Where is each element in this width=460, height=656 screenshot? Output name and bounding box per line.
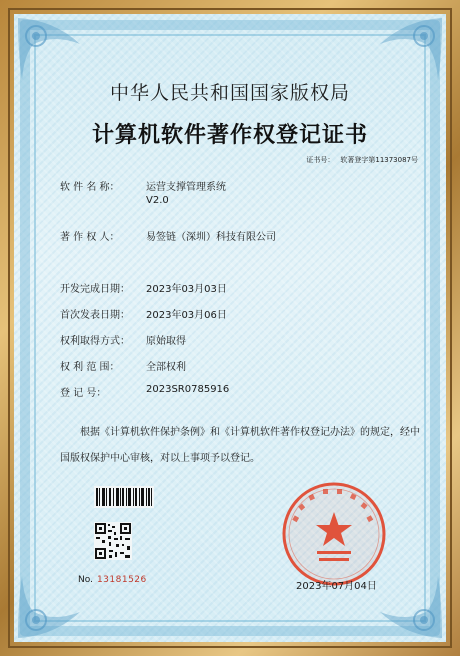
certificate-paper — [14, 14, 446, 642]
field-owner — [60, 228, 276, 243]
corner-ornament-icon — [14, 572, 84, 642]
field-pub-date — [60, 306, 227, 321]
certificate-title: 计算机软件著作权登记证书 — [91, 123, 368, 148]
barcode-icon — [94, 486, 154, 508]
acquire-value: 原始取得 — [146, 336, 186, 347]
dev-date-value: 2023年03月03日 — [146, 284, 227, 295]
field-reg-no — [60, 384, 229, 399]
qr-code-icon — [94, 522, 132, 560]
field-acquire — [60, 332, 186, 347]
issue-date: 2023年07月04日 — [296, 581, 377, 592]
pub-date-label: 首次发表日期： — [60, 310, 130, 321]
dev-date-label: 开发完成日期： — [60, 284, 130, 295]
field-scope — [60, 358, 186, 373]
owner-label: 著 作 权 人： — [60, 232, 120, 243]
certificate-number-value: 软著登字第11373087号 — [340, 156, 418, 164]
software-version: V2.0 — [146, 195, 169, 206]
software-name-value — [146, 178, 226, 206]
field-software-name — [60, 178, 226, 206]
software-name: 运营支撑管理系统 — [146, 182, 226, 193]
reg-no-label: 登 记 号： — [60, 388, 107, 399]
serial-number — [78, 575, 147, 585]
certificate-number — [300, 155, 418, 165]
scope-label: 权 利 范 围： — [60, 362, 120, 373]
certificate-number-label: 证书号： — [306, 156, 335, 164]
owner-value: 易签链（深圳）科技有限公司 — [146, 232, 276, 243]
corner-ornament-icon — [376, 14, 446, 84]
certification-statement: 根据《计算机软件保护条例》和《计算机软件著作权登记办法》的规定，经中国版权保护中心审核，对以上事项予以登记。 — [60, 427, 420, 464]
field-dev-date — [60, 280, 227, 295]
serial-number-label: No. — [78, 575, 93, 585]
reg-no-value: 2023SR0785916 — [146, 384, 230, 395]
acquire-label: 权利取得方式： — [60, 336, 130, 347]
official-seal-icon — [279, 479, 389, 589]
scope-value: 全部权利 — [146, 362, 186, 373]
software-name-label: 软 件 名 称： — [60, 182, 120, 193]
corner-ornament-icon — [14, 14, 84, 84]
serial-number-value: 13181526 — [96, 575, 147, 585]
pub-date-value: 2023年03月06日 — [146, 310, 227, 321]
issuer-title: 中华人民共和国国家版权局 — [109, 82, 350, 104]
